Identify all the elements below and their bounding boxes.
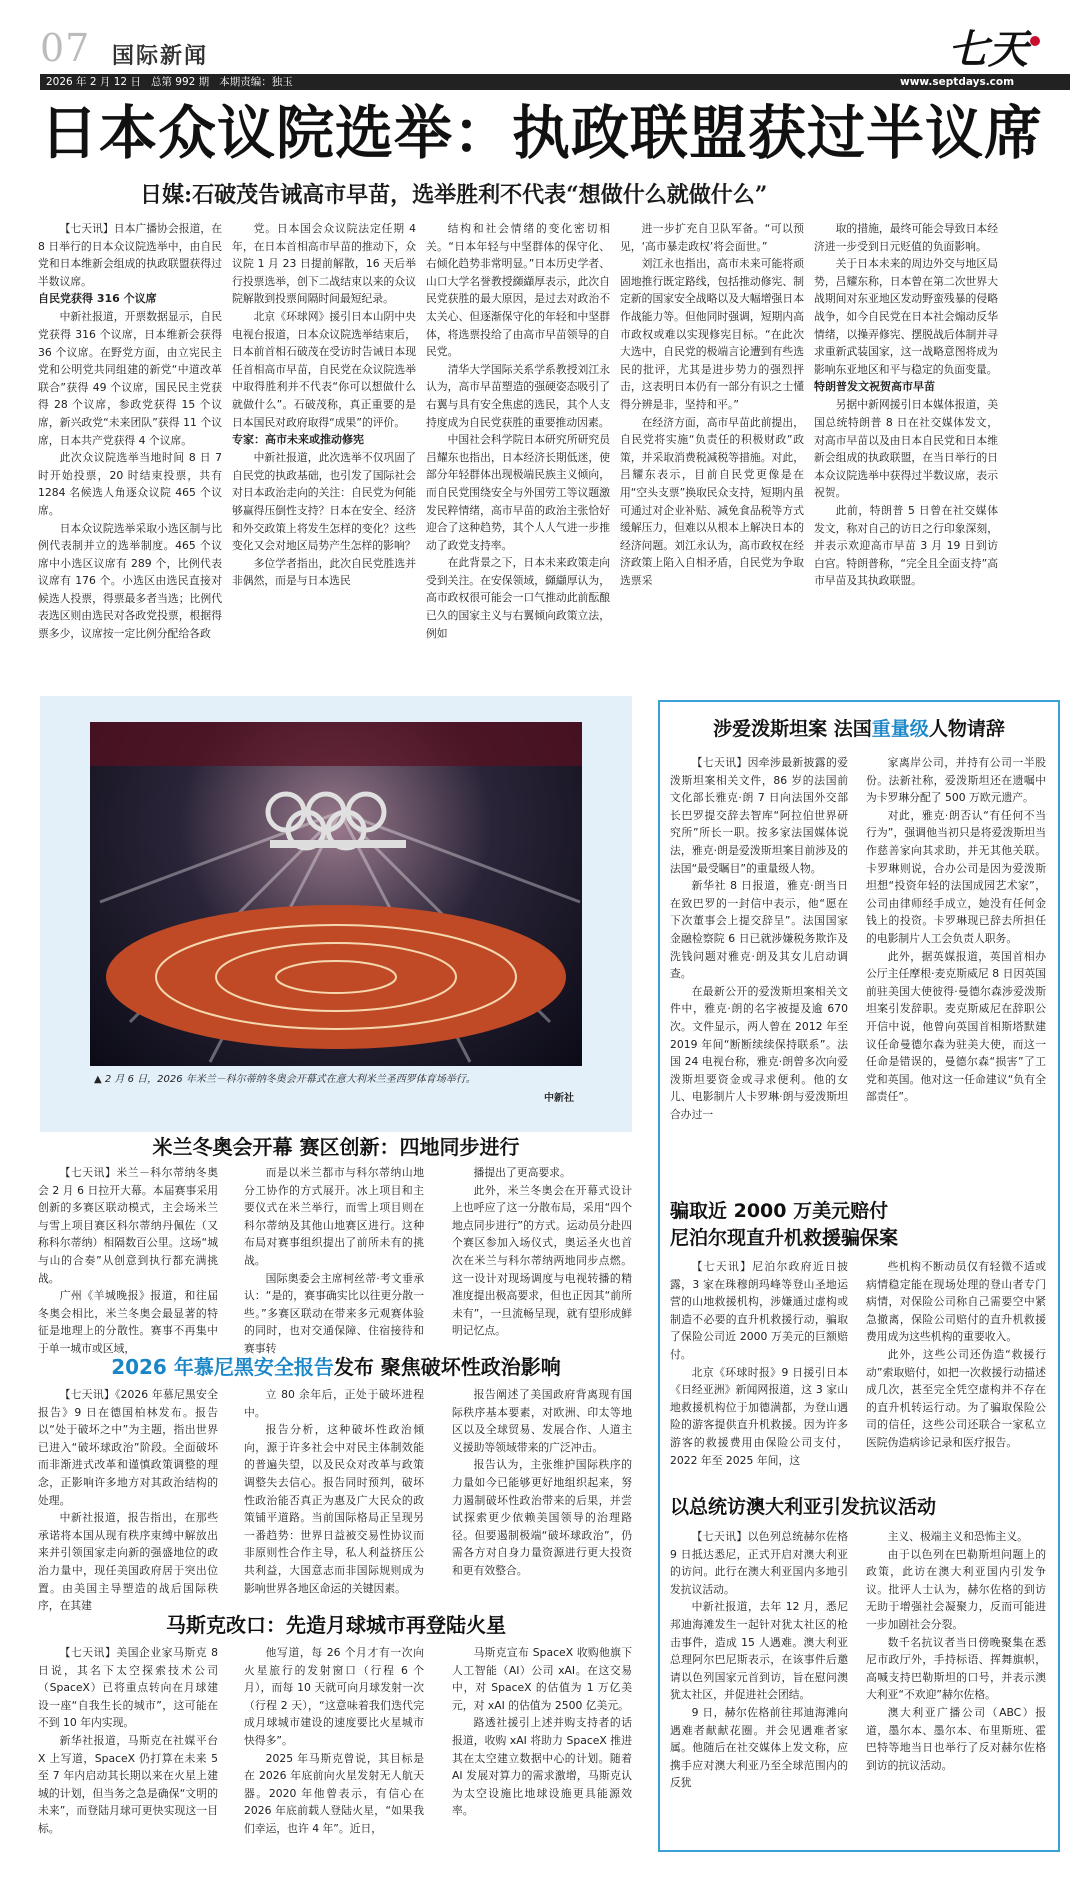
lead-paragraph: 在此背景之下，日本未来政策走向受到关注。在安保领域，纐纈厚认为，高市政权很可能会一口气推动此前酝酿已久的国家主义与右翼倾向政策立法，例如: [426, 556, 610, 640]
france-column-2: [866, 754, 1046, 1196]
france-headline-highlight: 重量级: [871, 718, 929, 740]
munich-paragraph: 报告阐述了美国政府背离现有国际秩序基本要素，对欧洲、印太等地区以及全球贸易、发展合作、人道主义援助等领域带来的广泛冲击。: [452, 1388, 632, 1454]
lead-paragraph: 此前，特朗普 5 日曾在社交媒体发文，称对自己的访日之行印象深刻，并表示欢迎高市早苗 3 月 19 日到访白宫。特朗普称，“完全且全面支持”高市早苗及其执政联盟。: [814, 503, 998, 588]
israel-headline: 以总统访澳大利亚引发抗议活动: [670, 1496, 937, 1518]
munich-column-3: [452, 1386, 632, 1606]
issue-info: [46, 75, 293, 89]
lead-column-4: [620, 220, 804, 686]
milan-paragraph: 播提出了更高要求。: [473, 1166, 571, 1179]
israel-paragraph: 数千名抗议者当日傍晚聚集在悉尼市政厅外，手持标语、挥舞旗帜，高喊支持巴勒斯坦的口号，并表示澳大利亚“不欢迎”赫尔佐格。: [866, 1635, 1046, 1702]
nepal-column-2: [866, 1258, 1046, 1490]
photo-credit: 中新社: [544, 1093, 574, 1104]
france-paragraph: 【七天讯】因牵涉最新披露的爱泼斯坦案相关文件，86 岁的法国前文化部长雅克·朗 7 日向法国外交部长巴罗提交辞去智库“阿拉伯世界研究所”所长一职。按多家法国媒体说法，雅克·朗是爱泼斯坦案目前涉及的法国“最受瞩目”的重量级人物。: [670, 756, 848, 875]
lead-paragraph: 另据中新网援引日本媒体报道，美国总统特朗普 8 日在社交媒体发文，对高市早苗以及由日本自民党和日本维新会组成的执政联盟，在当日举行的日本众议院选举中获得过半数议席，表示祝贺。: [814, 398, 998, 500]
lead-column-1: [38, 220, 222, 686]
munich-headline-highlight: 2026 年慕尼黑安全报告: [111, 1355, 334, 1379]
france-paragraph: 新华社 8 日报道，雅克·朗当日在致巴罗的一封信中表示，他“愿在下次董事会上提交辞呈”。法国国家金融检察院 6 日已就涉嫌税务欺诈及洗钱问题对雅克·朗及其女儿启动调查。: [670, 879, 848, 981]
olympic-ceremony-photo: [90, 722, 582, 1066]
france-paragraph: 对此，雅克·朗否认“有任何不当行为”，强调他当初只是将爱泼斯坦当作慈善家向其求助，并无其他关联。卡罗琳则说，合办公司是因为爱泼斯坦想“投资年轻的法国成园艺术家”，公司由律师经手成立，她没有任何金钱上的投资。卡罗琳现已辞去所担任的电影制片人工会负责人职务。: [866, 808, 1046, 945]
musk-column-1: [38, 1644, 218, 1844]
munich-headline-rest: 发布 聚焦破坏性政治影响: [333, 1355, 561, 1379]
france-column-1: [670, 754, 848, 1196]
site-url: www.septdays.com: [900, 76, 1015, 88]
munich-paragraph: 报告认为，主张维护国际秩序的力量如今已能够更好地组织起来，努力遏制破坏性政治带来的后果，并尝试探索更少依赖美国领导的治理路径。但要遏制极端“破坏球政治”，仍需各方对自身力量资源进行更大投资和更有效整合。: [452, 1458, 632, 1577]
musk-paragraph: 路透社援引上述并购支持者的话报道，收购 xAI 将助力 SpaceX 推进其在太空建立数据中心的计划。随着 AI 发展对算力的需求激增，马斯克认为太空设施比地球设施更具能源效率。: [452, 1716, 632, 1818]
lead-paragraph: 进一步扩充自卫队军备。“可以预见，‘高市暴走政权’将会面世。”: [620, 222, 804, 253]
musk-paragraph: 2025 年马斯克曾说，其目标是在 2026 年底前向火星发射无人航天器。2020 年他曾表示，有信心在 2026 年底前载人登陆火星，“如果我们幸运，也许 4 年”。近日，: [244, 1751, 424, 1835]
newspaper-logo: 七天: [948, 26, 1028, 73]
israel-paragraph: 澳大利亚广播公司（ABC）报道，墨尔本、墨尔本、布里斯班、霍巴特等地当日也举行了反对赫尔佐格到访的抗议活动。: [866, 1705, 1046, 1772]
lead-subheading-2: 专家：高市未来或推动修宪: [232, 433, 364, 447]
munich-column-1: [38, 1386, 218, 1613]
milan-column-2: [244, 1164, 424, 1355]
musk-paragraph: 马斯克宣布 SpaceX 收购他旗下人工智能（AI）公司 xAI。在这交易中，对 SpaceX 的估值为 1 万亿美元，对 xAI 的估值为 2500 亿美元。: [452, 1646, 632, 1712]
israel-paragraph: 【七天讯】以色列总统赫尔佐格 9 日抵达悉尼，正式开启对澳大利亚的访问。此行在澳大利亚国内多地引发抗议活动。: [670, 1530, 848, 1596]
milan-paragraph: 广州《羊城晚报》报道，和往届冬奥会相比，米兰冬奥会最显著的特征是地理上的分散性。赛事不再集中于单一城市或区域，: [38, 1289, 218, 1355]
israel-column-2: [866, 1528, 1046, 1846]
editor-name: 独玉: [271, 76, 293, 88]
munich-paragraph: 【七天讯】《2026 年慕尼黑安全报告》9 日在德国柏林发布。报告以“处于破坏之中”为主题，指出世界已进入“破坏球政治”阶段。全面破坏而非渐进式改革和谨慎政策调整的理念，正影响许多地方对其政治结构的处理。: [38, 1388, 218, 1507]
munich-column-2: [244, 1386, 424, 1606]
lead-paragraph: 结构和社会情绪的变化密切相关。“日本年轻与中坚群体的保守化、右倾化趋势非常明显。”日本历史学者、山口大学名誉教授纐纈厚表示，此次自民党获胜的最大原因，是过去对政治不太关心、但逐渐保守化的年轻和中坚群体，将选票投给了由高市早苗领导的自民党。: [426, 222, 610, 359]
lead-paragraph: 中新社报道，此次选举不仅巩固了自民党的执政基础，也引发了国际社会对日本政治走向的关注：自民党为何能够赢得压倒性支持？日本在安全、经济和外交政策上将发生怎样的变化？这些变化又会对地区局势产生怎样的影响？: [232, 451, 416, 553]
lead-headline: 日本众议院选举：执政联盟获过半议席: [40, 99, 1044, 167]
nepal-paragraph: 此外，这些公司还伪造“救援行动”索取赔付，如把一次救援行动描述成几次，甚至完全凭空虚构并不存在的直升机转运行动。为了骗取保险公司的信任，这些公司还联合一家私立医院伪造病诊记录和医疗报告。: [866, 1347, 1046, 1449]
lead-subheading-3: 特朗普发文祝贺高市早苗: [814, 380, 935, 394]
lead-paragraph: 取的措施，最终可能会导致日本经济进一步受到日元贬值的负面影响。: [814, 222, 998, 253]
france-headline-b: 人物请辞: [928, 718, 1005, 740]
nepal-headline-line-2: 尼泊尔现直升机救援骗保案: [670, 1227, 899, 1249]
photo-frame: [40, 696, 632, 1132]
milan-headline: 米兰冬奥会开幕 赛区创新：四地同步进行: [152, 1135, 520, 1159]
munich-paragraph: 立 80 余年后，正处于破坏进程中。: [244, 1388, 424, 1419]
lead-paragraph: 北京《环球网》援引日本山阴中央电视台报道，日本众议院选举结束后，日本前首相石破茂在受访时告诫日本现任首相高市早苗，自民党在众议院选举中取得胜利并不代表“你可以想做什么就做什么”。石破茂称，真正重要的是日本国民对政府取得“成果”的评价。: [232, 309, 416, 429]
lead-paragraph: 此次众议院选举当地时间 8 日 7 时开始投票，20 时结束投票，共有 1284 名候选人角逐众议院 465 个议席。: [38, 451, 222, 517]
lead-paragraph: 日本众议院选举采取小选区制与比例代表制并立的选举制度。465 个议席中小选区议席有 289 个，比例代表议席有 176 个。小选区由选民直接对候选人投票，得票最多者当选；比例代表选区则由选民对各政党投票，根据得票多少，议席按一定比例分配给各政: [38, 521, 222, 641]
lead-subheading-1: 自民党获得 316 个议席: [38, 292, 157, 306]
musk-paragraph: 他写道，每 26 个月才有一次向火星旅行的发射窗口（行程 6 个月），而每 10 天就可向月球发射一次（行程 2 天），“这意味着我们迭代完成月球城市建设的速度要比火星城市快得多”。: [244, 1646, 424, 1747]
nepal-column-1: [670, 1258, 848, 1490]
nepal-paragraph: 些机构不断动员仅有轻微不适或病情稳定能在现场处理的登山者专门病情，对保险公司称自己需要空中紧急撤离，保险公司赔付的直升机救援费用成为这些机构的重要收入。: [866, 1260, 1046, 1344]
israel-paragraph: 主义、极端主义和恐怖主义。: [887, 1530, 1028, 1543]
musk-paragraph: 【七天讯】美国企业家马斯克 8 日说，其名下太空探索技术公司（SpaceX）已将重点转向在月球建设一座“自我生长的城市”，这可能在不到 10 年内实现。: [38, 1646, 218, 1730]
nepal-paragraph: 北京《环球时报》9 日援引日本《日经亚洲》新闻网报道，这 3 家山地救援机构位于加德满都，为登山遇险的游客提供直升机救援。因为许多游客的救援费用由保险公司支付，2022 年至 2025 年间，这: [670, 1365, 848, 1467]
lead-intro: 【七天讯】日本广播协会报道，在 8 日举行的日本众议院选举中，由自民党和日本维新会组成的执政联盟获得过半数议席。: [38, 222, 222, 288]
nepal-paragraph: 【七天讯】尼泊尔政府近日披露，3 家在珠穆朗玛峰等登山圣地运营的山地救援机构，涉嫌通过虚构或制造不必要的直升机救援行动，骗取了保险公司近 2000 万美元的巨额赔付。: [670, 1260, 848, 1361]
israel-paragraph: 由于以色列在巴勒斯坦问题上的政策，此访在澳大利亚国内引发争议。批评人士认为，赫尔佐格的到访无助于增强社会凝聚力，反而可能进一步加剧社会分裂。: [866, 1547, 1046, 1631]
milan-column-3: [452, 1164, 632, 1348]
lead-paragraph: 多位学者指出，此次自民党胜选并非偶然，而是与日本选民: [232, 556, 416, 588]
editor-label: 本期责编：: [219, 76, 272, 88]
france-paragraph: 家离岸公司，并持有公司一半股份。法新社称，爱泼斯坦还在遗嘱中为卡罗琳分配了 500 万欧元遗产。: [866, 756, 1046, 805]
nepal-headline: [670, 1198, 1050, 1252]
israel-column-1: [670, 1528, 848, 1846]
israel-paragraph: 9 日，赫尔佐格前往邦迪海滩向遇难者献献花圈。并会见遇难者家属。他随后在社交媒体上发文称，应携手应对澳大利亚乃至全球范围内的反犹: [670, 1705, 848, 1790]
milan-paragraph: 此外，米兰冬奥会在开幕式设计上也呼应了这一分散布局，采用“四个地点同步进行”的方式。运动员分赴四个赛区参加入场仪式，奥运圣火也首次在米兰与科尔蒂纳两地同步点燃。这一设计对现场调度与电视转播的精准度提出极高要求，但也正因其“前所未有”，一旦流畅呈现，就有望形成鲜明记忆点。: [452, 1183, 632, 1338]
milan-column-1: [38, 1164, 218, 1355]
france-paragraph: 此外，据英媒报道，英国首相办公厅主任摩根·麦克斯威尼 8 日因英国前驻美国大使彼得·曼德尔森涉爱泼斯坦案引发辞职。麦克斯威尼在辞职公开信中说，他曾向英国首相斯塔默建议任命曼德尔森为驻美大使，而这一任命是错误的，曼德尔森“损害”了工党和英国。他对这一任命建议“负有全部责任”。: [866, 949, 1046, 1104]
milan-paragraph: 而是以米兰都市与科尔蒂纳山地分工协作的方式展开。冰上项目和主要仪式在米兰举行，而雪上项目则在科尔蒂纳及其他山地赛区进行。这种布局对赛事组织提出了前所未有的挑战。: [244, 1166, 424, 1267]
section-title: 国际新闻: [112, 44, 209, 69]
lead-subhead: 日媒:石破茂告诫高市早苗，选举胜利不代表“想做什么就做什么”: [140, 182, 768, 208]
milan-paragraph: 国际奥委会主席柯丝蒂·考文垂承认：“是的，赛事确实比以往更分散一些。”多赛区联动在带来多元观赛体验的同时，也对交通保障、住宿接待和赛事转: [244, 1271, 424, 1355]
stadium-illustration: [90, 722, 582, 1066]
lead-paragraph: 关于日本未来的周边外交与地区局势，吕耀东称，日本曾在第二次世界大战期间对东亚地区发动野蛮残暴的侵略战争，如今自民党在日本社会煽动反华情绪，以操弄修宪、摆脱战后体制并寻求重新武装国家，这一战略意图将成为影响东亚地区和平与稳定的负面变量。: [814, 257, 998, 376]
musk-headline: 马斯克改口：先造月球城市再登陆火星: [166, 1613, 506, 1637]
milan-paragraph: 【七天讯】米兰－科尔蒂纳冬奥会 2 月 6 日拉开大幕。本届赛事采用创新的多赛区联动模式，主会场米兰与雪上项目赛区科尔蒂纳丹佩佐（又称科尔蒂纳）相隔数百公里。这场“城与山的合奏”从创意到执行都充满挑战。: [38, 1166, 218, 1285]
lead-paragraph: 在经济方面，高市早苗此前提出，自民党将实施“负责任的积极财政”政策，并采取消费税减税等措施。对此，吕耀东表示，目前自民党更像是在用“空头支票”换取民众支持，短期内虽可通过对企业补贴、减免食品税等方式缓解压力，但难以从根本上解决日本的经济问题。刘江永认为，高市政权在经济政策上陷入自相矛盾，自民党为争取选票采: [620, 415, 804, 587]
france-headline-a: 涉爱泼斯坦案 法国: [713, 718, 872, 740]
munich-paragraph: 报告分析，这种破坏性政治倾向，源于许多社会中对民主体制效能的普遍失望，以及民众对改革与政策调整失去信心。报告同时预判，破坏性政治能否真正为惠及广大民众的政策铺平道路。当前国际格局正呈现另一番趋势：世界日益被交易性协议而非原则性合作主导，私人利益挤压公共利益，大国意志而非国际规则成为影响世界各地区命运的关键因素。: [244, 1423, 424, 1595]
france-headline: [660, 714, 1058, 744]
logo-dot: [1030, 36, 1040, 46]
israel-paragraph: 中新社报道，去年 12 月，悉尼邦迪海滩发生一起针对犹太社区的枪击事件，造成 15 人遇难。澳大利亚总理阿尔巴尼斯表示，在该事件后邀请以色列国家元首到访，旨在慰问澳犹太社区，并促进社会团结。: [670, 1600, 848, 1702]
lead-paragraph: 刘江永也指出，高市未来可能将顽固地推行既定路线，包括推动修宪、制定新的国家安全战略以及大幅增强日本作战能力等。但他同时强调，短期内高市政权或难以实现修宪目标。“在此次大选中，自民党的极端言论遭到有些选民的批评，尤其是进步势力的强烈抨击，这表明日本仍有一部分有识之士懂得分辨是非，坚持和平。”: [620, 257, 804, 411]
lead-paragraph: 党。日本国会众议院法定任期 4 年，在日本首相高市早苗的推动下，众议院 1 月 23 日提前解散，16 天后举行投票选举，创下二战结束以来的众议院解散到投票间隔时间最短纪录。: [232, 222, 416, 306]
lead-column-5: [814, 220, 998, 686]
munich-headline: [40, 1352, 632, 1382]
musk-column-2: [244, 1644, 424, 1844]
nepal-headline-line-1: 骗取近 2000 万美元赔付: [670, 1200, 889, 1222]
issue-number: 总第 992 期: [150, 76, 210, 88]
lead-column-3: [426, 220, 610, 686]
munich-paragraph: 中新社报道，报告指出，在那些承诺将本国从现有秩序束缚中解放出来并引领国家走向新的强盛地位的政治力量中，现任美国政府居于突出位置。由美国主导塑造的战后国际秩序，在其建: [38, 1511, 218, 1613]
photo-caption: ▲ 2 月 6 日，2026 年米兰－科尔蒂纳冬奥会开幕式在意大利米兰圣西罗体育场举行。: [94, 1074, 476, 1085]
lead-paragraph: 中国社会科学院日本研究所研究员吕耀东也指出，日本经济长期低迷，使部分年轻群体出现极端民族主义倾向，而自民党围绕安全与外国劳工等议题激发民粹情绪，高市早苗的政治主张恰好迎合了这种趋势，其个人人气进一步推动了政党支持率。: [426, 433, 610, 552]
issue-date: 2026 年 2 月 12 日: [46, 76, 141, 88]
page-number: 07: [40, 26, 91, 70]
lead-paragraph: 清华大学国际关系学系教授刘江永认为，高市早苗塑造的强硬姿态吸引了右翼与具有安全焦虑的选民，其个人支持度成为自民党获胜的重要推动因素。: [426, 362, 610, 429]
musk-paragraph: 新华社报道，马斯克在社媒平台 X 上写道，SpaceX 仍打算在未来 5 至 7 年内启动其长期以来在火星上建城的计划，但当务之急是确保“文明的未来”，而登陆月球可更快实现这一目标。: [38, 1733, 218, 1835]
lead-column-2: [232, 220, 416, 686]
france-paragraph: 在最新公开的爱泼斯坦案相关文件中，雅克·朗的名字被提及逾 670 次。文件显示，两人曾在 2012 年至 2019 年间“断断续续保持联系”。法国 24 电视台称，雅克·朗曾多次向爱泼斯坦要资金或寻求便利。他的女儿、电影制片人卡罗琳·朗与爱泼斯坦合办过一: [670, 984, 848, 1121]
lead-paragraph: 中新社报道，开票数据显示，自民党获得 316 个议席，日本维新会获得 36 个议席。在野党方面，由立宪民主党和公明党共同组建的新党“中道改革联合”获得 49 个议席，国民民主党获得 28 个议席，参政党获得 15 个议席，新兴政党“未来团队”获得 11 个议席，日本共产党获得 4 个议席。: [38, 310, 222, 447]
musk-column-3: [452, 1644, 632, 1844]
